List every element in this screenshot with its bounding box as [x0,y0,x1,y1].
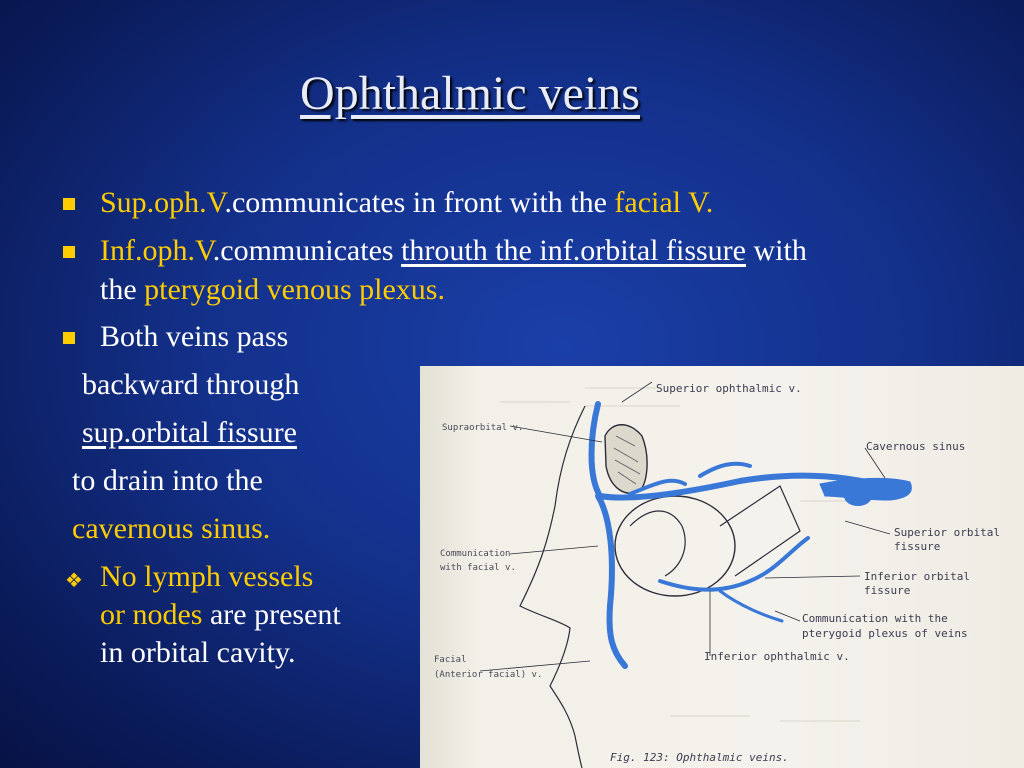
supraorbital-bone [605,425,647,493]
bullet-3-line-1: Both veins pass [100,320,289,353]
label-with-facial: with facial v. [440,563,516,573]
label-supraorbital: Supraorbital v. [442,423,524,433]
bullet-4-line-2 [100,596,341,633]
ophthalmic-veins-figure [420,366,1024,768]
inf-oph-term: Inf.oph.V [100,234,213,267]
label-inferior-orbital: Inferior orbital [864,570,970,583]
bullet-2-line-2 [100,271,445,308]
bullet-square-icon [63,198,75,210]
inferior-ophthalmic-vein [660,538,808,590]
cavernous-sinus-bulb [844,486,872,506]
label-inferior-ophthalmic: Inferior ophthalmic v. [704,650,850,663]
bullet-4-line2-rest: are present [202,598,341,631]
bullet-4-line-1: No lymph vessels [100,560,314,593]
bullet-2-with: with [746,234,807,267]
bullet-3-line-2: backward through [82,368,300,401]
label-anterior-facial: (Anterior facial) v. [434,670,543,680]
ophthalmic-veins-diagram [420,366,1024,768]
slide-title: Ophthalmic veins [300,67,640,120]
label-superior-ophthalmic: Superior ophthalmic v. [656,382,802,395]
diamond-bullet-icon: ❖ [65,570,83,592]
or-nodes-term: or nodes [100,598,203,631]
inf-orbital-fissure-text: throuth the inf.orbital fissure [401,234,746,267]
figure-caption: Fig. 123: Ophthalmic veins. [610,751,789,764]
label-superior-orbital-fissure: fissure [894,540,941,553]
label-inferior-orbital-fissure: fissure [864,584,911,597]
pterygoid-plexus-term: pterygoid venous plexus. [144,273,445,306]
pterygoid-communication [720,591,782,621]
face-profile-outline [520,406,585,768]
bullet-square-icon [63,332,75,344]
facial-vein [598,496,625,666]
label-communication: Communication [440,549,511,559]
scan-bleed-lines [500,388,860,721]
bullet-4-line-3: in orbital cavity. [100,636,296,669]
eyeball-inner-arc [630,511,685,576]
bullet-1-text: .communicates in front with the [224,186,615,219]
facial-v-term: facial V. [614,186,714,219]
bullet-3-line-5: cavernous sinus. [72,512,271,545]
bullet-1 [100,184,713,221]
label-facial: Facial [434,655,467,665]
bullet-square-icon [63,246,75,258]
label-pterygoid-plexus: pterygoid plexus of veins [802,627,968,640]
label-cavernous-sinus: Cavernous sinus [866,440,966,453]
label-superior-orbital: Superior orbital [894,526,1000,539]
eyeball-outline [615,496,735,596]
bullet-3-line-4: to drain into the [72,464,263,497]
bullet-2-text: .communicates [212,234,402,267]
bullet-3-line-3: sup.orbital fissure [82,416,297,449]
bullet-2-line-1 [100,232,807,269]
label-comm-pterygoid: Communication with the [802,612,948,625]
bullet-2-line2-prefix: the [100,273,145,306]
sup-oph-term: Sup.oph.V [100,186,225,219]
